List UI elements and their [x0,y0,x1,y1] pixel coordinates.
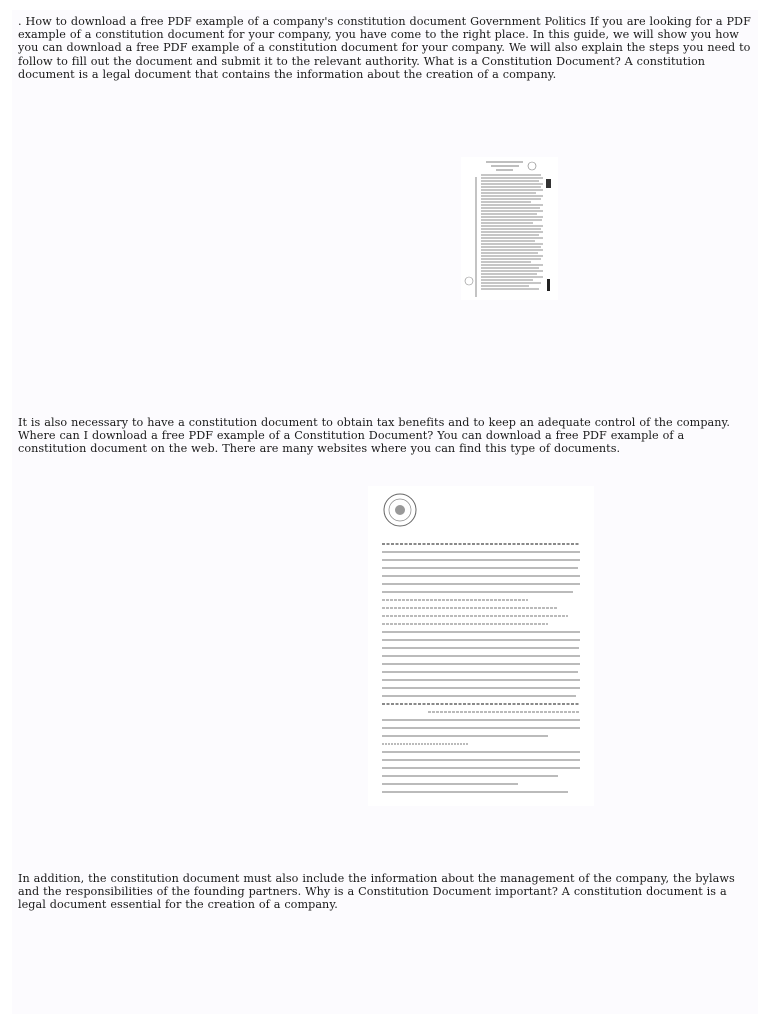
article-page [12,10,758,1014]
constitution-document-scan-1 [461,157,558,300]
article-paragraph-1: . How to download a free PDF example of a company's constitution document Government Politics If you are looking for a PDF example of a constitution document for your company, you have come to the right place. In this guide, we will show you how you can download a free PDF example of a constitution document for your company. We will also explain the steps you need to follow to fill out the document and submit it to the relevant authority. What is a Constitution Document? A constitution document is a legal document that contains the information about the creation of a company. [18,15,751,81]
article-paragraph-2: It is also necessary to have a constitution document to obtain tax benefits and to keep an adequate control of the company. Where can I download a free PDF example of a Constitution Document? You can download a free PDF example of a constitution document on the web. There are many websites where you can find this type of documents. [18,416,731,456]
constitution-document-scan-2 [368,486,594,806]
article-paragraph-3: In addition, the constitution document must also include the information about the management of the company, the bylaws and the responsibilities of the founding partners. Why is a Constitution Document important? A constitution document is a legal document essential for the creation of a company. [18,872,735,912]
